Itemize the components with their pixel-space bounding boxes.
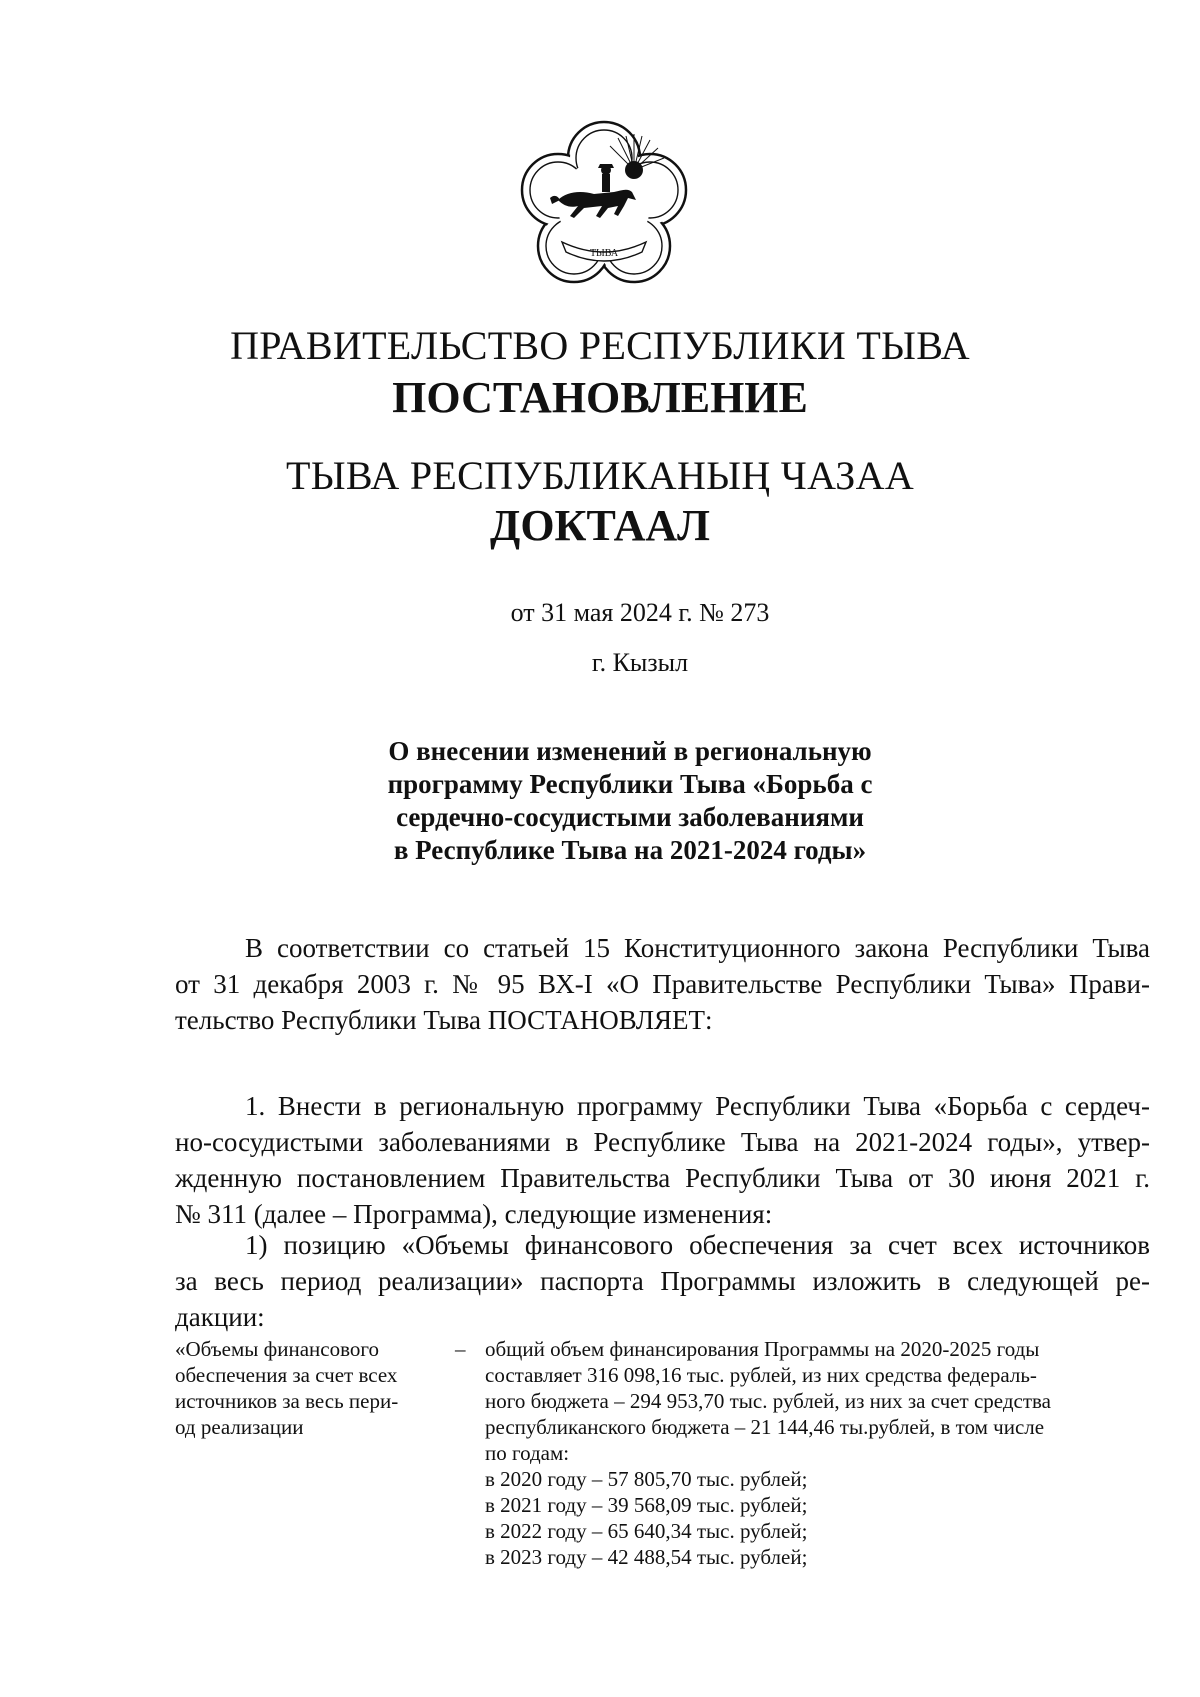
value-line: по годам: bbox=[485, 1441, 570, 1465]
text-line: дакции: bbox=[175, 1302, 265, 1332]
value-line: республиканского бюджета – 21 144,46 ты.рублей, в том числе bbox=[485, 1415, 1045, 1439]
text-line: жденную постановлением Правительства Республики Тыва от 30 июня 2021 г. bbox=[175, 1163, 1150, 1193]
government-name-tyv: ТЫВА РЕСПУБЛИКАНЫҢ ЧАЗАА bbox=[285, 453, 915, 498]
passport-value bbox=[485, 1336, 1150, 1570]
text-line: № 311 (далее – Программа), следующие изменения: bbox=[175, 1199, 773, 1229]
text-line: В соответствии со статьей 15 Конституционного закона Республики Тыва bbox=[245, 933, 1150, 963]
value-line: общий объем финансирования Программы на 2020-2025 годы bbox=[485, 1337, 1040, 1361]
title-line: О внесении изменений в региональную bbox=[388, 736, 872, 766]
text-line: за весь период реализации» паспорта Программы изложить в следующей ре- bbox=[175, 1266, 1150, 1296]
document-type-ru: ПОСТАНОВЛЕНИЕ bbox=[392, 373, 808, 422]
label-line: «Объемы финансового bbox=[175, 1337, 379, 1361]
preamble-paragraph bbox=[175, 930, 1150, 1038]
value-line: в 2023 году – 42 488,54 тыс. рублей; bbox=[485, 1545, 808, 1569]
passport-label bbox=[175, 1336, 435, 1440]
value-line: в 2021 году – 39 568,09 тыс. рублей; bbox=[485, 1493, 808, 1517]
document-type-tyv: ДОКТААЛ bbox=[490, 501, 710, 550]
value-line: ного бюджета – 294 953,70 тыс. рублей, из них за счет средства bbox=[485, 1389, 1051, 1413]
text-line: но-сосудистыми заболеваниями в Республике Тыва на 2021-2024 годы», утвер- bbox=[175, 1127, 1150, 1157]
value-line: в 2022 году – 65 640,34 тыс. рублей; bbox=[485, 1519, 808, 1543]
text-line: тельство Республики Тыва ПОСТАНОВЛЯЕТ: bbox=[175, 1005, 713, 1035]
tuva-emblem-icon bbox=[518, 118, 690, 290]
label-line: од реализации bbox=[175, 1415, 304, 1439]
emblem-ribbon-text: ТЫВА bbox=[589, 248, 619, 259]
title-line: в Республике Тыва на 2021-2024 годы» bbox=[393, 835, 867, 865]
label-line: источников за весь пери- bbox=[175, 1389, 399, 1413]
document-title bbox=[300, 735, 960, 867]
document-date-number: от 31 мая 2024 г. № 273 bbox=[510, 598, 770, 627]
title-line: программу Республики Тыва «Борьба с bbox=[387, 769, 873, 799]
government-name-ru: ПРАВИТЕЛЬСТВО РЕСПУБЛИКИ ТЫВА bbox=[230, 323, 970, 368]
passport-dash: – bbox=[455, 1337, 466, 1361]
text-line: 1) позицию «Объемы финансового обеспечения за счет всех источников bbox=[245, 1230, 1150, 1260]
value-line: в 2020 году – 57 805,70 тыс. рублей; bbox=[485, 1467, 808, 1491]
value-line: составляет 316 098,16 тыс. рублей, из них средства федераль- bbox=[485, 1363, 1037, 1387]
label-line: обеспечения за счет всех bbox=[175, 1363, 398, 1387]
text-line: 1. Внести в региональную программу Республики Тыва «Борьба с сердеч- bbox=[245, 1091, 1150, 1121]
item-1-paragraph bbox=[175, 1088, 1150, 1232]
text-line: от 31 декабря 2003 г. № 95 ВХ-I «О Правительстве Республики Тыва» Прави- bbox=[175, 969, 1150, 999]
subitem-1-paragraph bbox=[175, 1227, 1150, 1335]
document-city: г. Кызыл bbox=[591, 648, 689, 677]
title-line: сердечно-сосудистыми заболеваниями bbox=[396, 802, 864, 832]
